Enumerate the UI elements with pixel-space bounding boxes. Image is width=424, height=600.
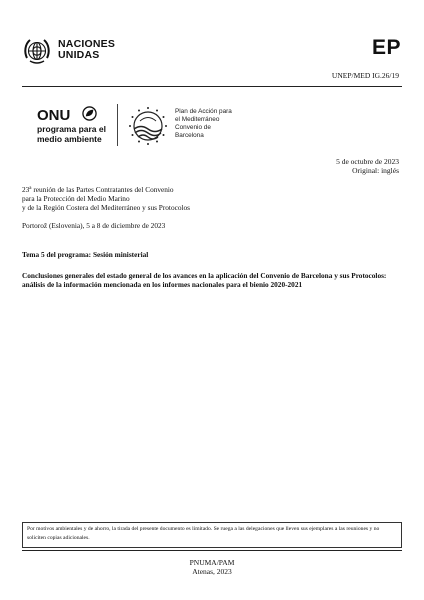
meeting-description xyxy=(22,185,190,213)
footnote-box xyxy=(22,522,402,548)
org-line-1: NACIONES xyxy=(58,38,116,50)
map-line-1: Plan de Acción para xyxy=(175,108,232,115)
unep-subtitle xyxy=(37,125,106,144)
language-code: EP xyxy=(372,36,402,59)
document-title: Conclusiones generales del estado general de los avances en la aplicación del Convenio de Barcelona y sus Protocolos: análisis de la información mencionada en los informes nacionales para el bienio 2020-2021 xyxy=(22,271,387,290)
meeting-line-1 xyxy=(22,185,190,194)
footer-place-year: Atenas, 2023 xyxy=(192,567,232,576)
footnote-text: Por motivos ambientales y de ahorro, la tirada del presente documento es limitado. Se ruega a las delegaciones que lleven sus ejemplares a las reuniones y no soliciten copias adicionales. xyxy=(27,526,380,541)
meeting-number: 23 xyxy=(22,185,30,194)
footer-divider xyxy=(22,550,402,551)
original-language: Original: inglés xyxy=(352,166,399,175)
map-line-4: Barcelona xyxy=(175,132,204,139)
unep-subtitle-line-1: programa para el xyxy=(37,124,106,134)
org-line-2: UNIDAS xyxy=(58,49,100,61)
map-line-3: Convenio de xyxy=(175,124,211,131)
meeting-line-3: y de la Región Costera del Mediterráneo y sus Protocolos xyxy=(22,203,190,213)
organization-name xyxy=(58,39,115,61)
meeting-line-2: para la Protección del Medio Marino xyxy=(22,194,130,204)
map-line-2: el Mediterráneo xyxy=(175,116,220,123)
unep-subtitle-line-2: medio ambiente xyxy=(37,133,102,144)
document-date: 5 de octubre de 2023 xyxy=(336,157,399,166)
meeting-venue: Portorož (Eslovenia), 5 a 8 de diciembre de 2023 xyxy=(22,221,166,230)
mediterranean-action-plan-emblem-icon xyxy=(126,104,170,148)
agenda-item: Tema 5 del programa: Sesión ministerial xyxy=(22,250,149,259)
unep-wordmark: ONU xyxy=(37,107,71,124)
logo-divider xyxy=(117,104,118,146)
footer-organization: PNUMA/PAM xyxy=(189,558,235,567)
document-symbol: UNEP/MED IG.26/19 xyxy=(331,71,399,80)
map-logo-text xyxy=(175,108,232,140)
meeting-ordinal: a xyxy=(29,186,32,191)
header-divider xyxy=(22,86,402,87)
meeting-line-1-text: reunión de las Partes Contratantes del Convenio xyxy=(31,185,174,194)
un-emblem-icon xyxy=(22,36,52,66)
unep-leaf-icon xyxy=(82,106,97,121)
